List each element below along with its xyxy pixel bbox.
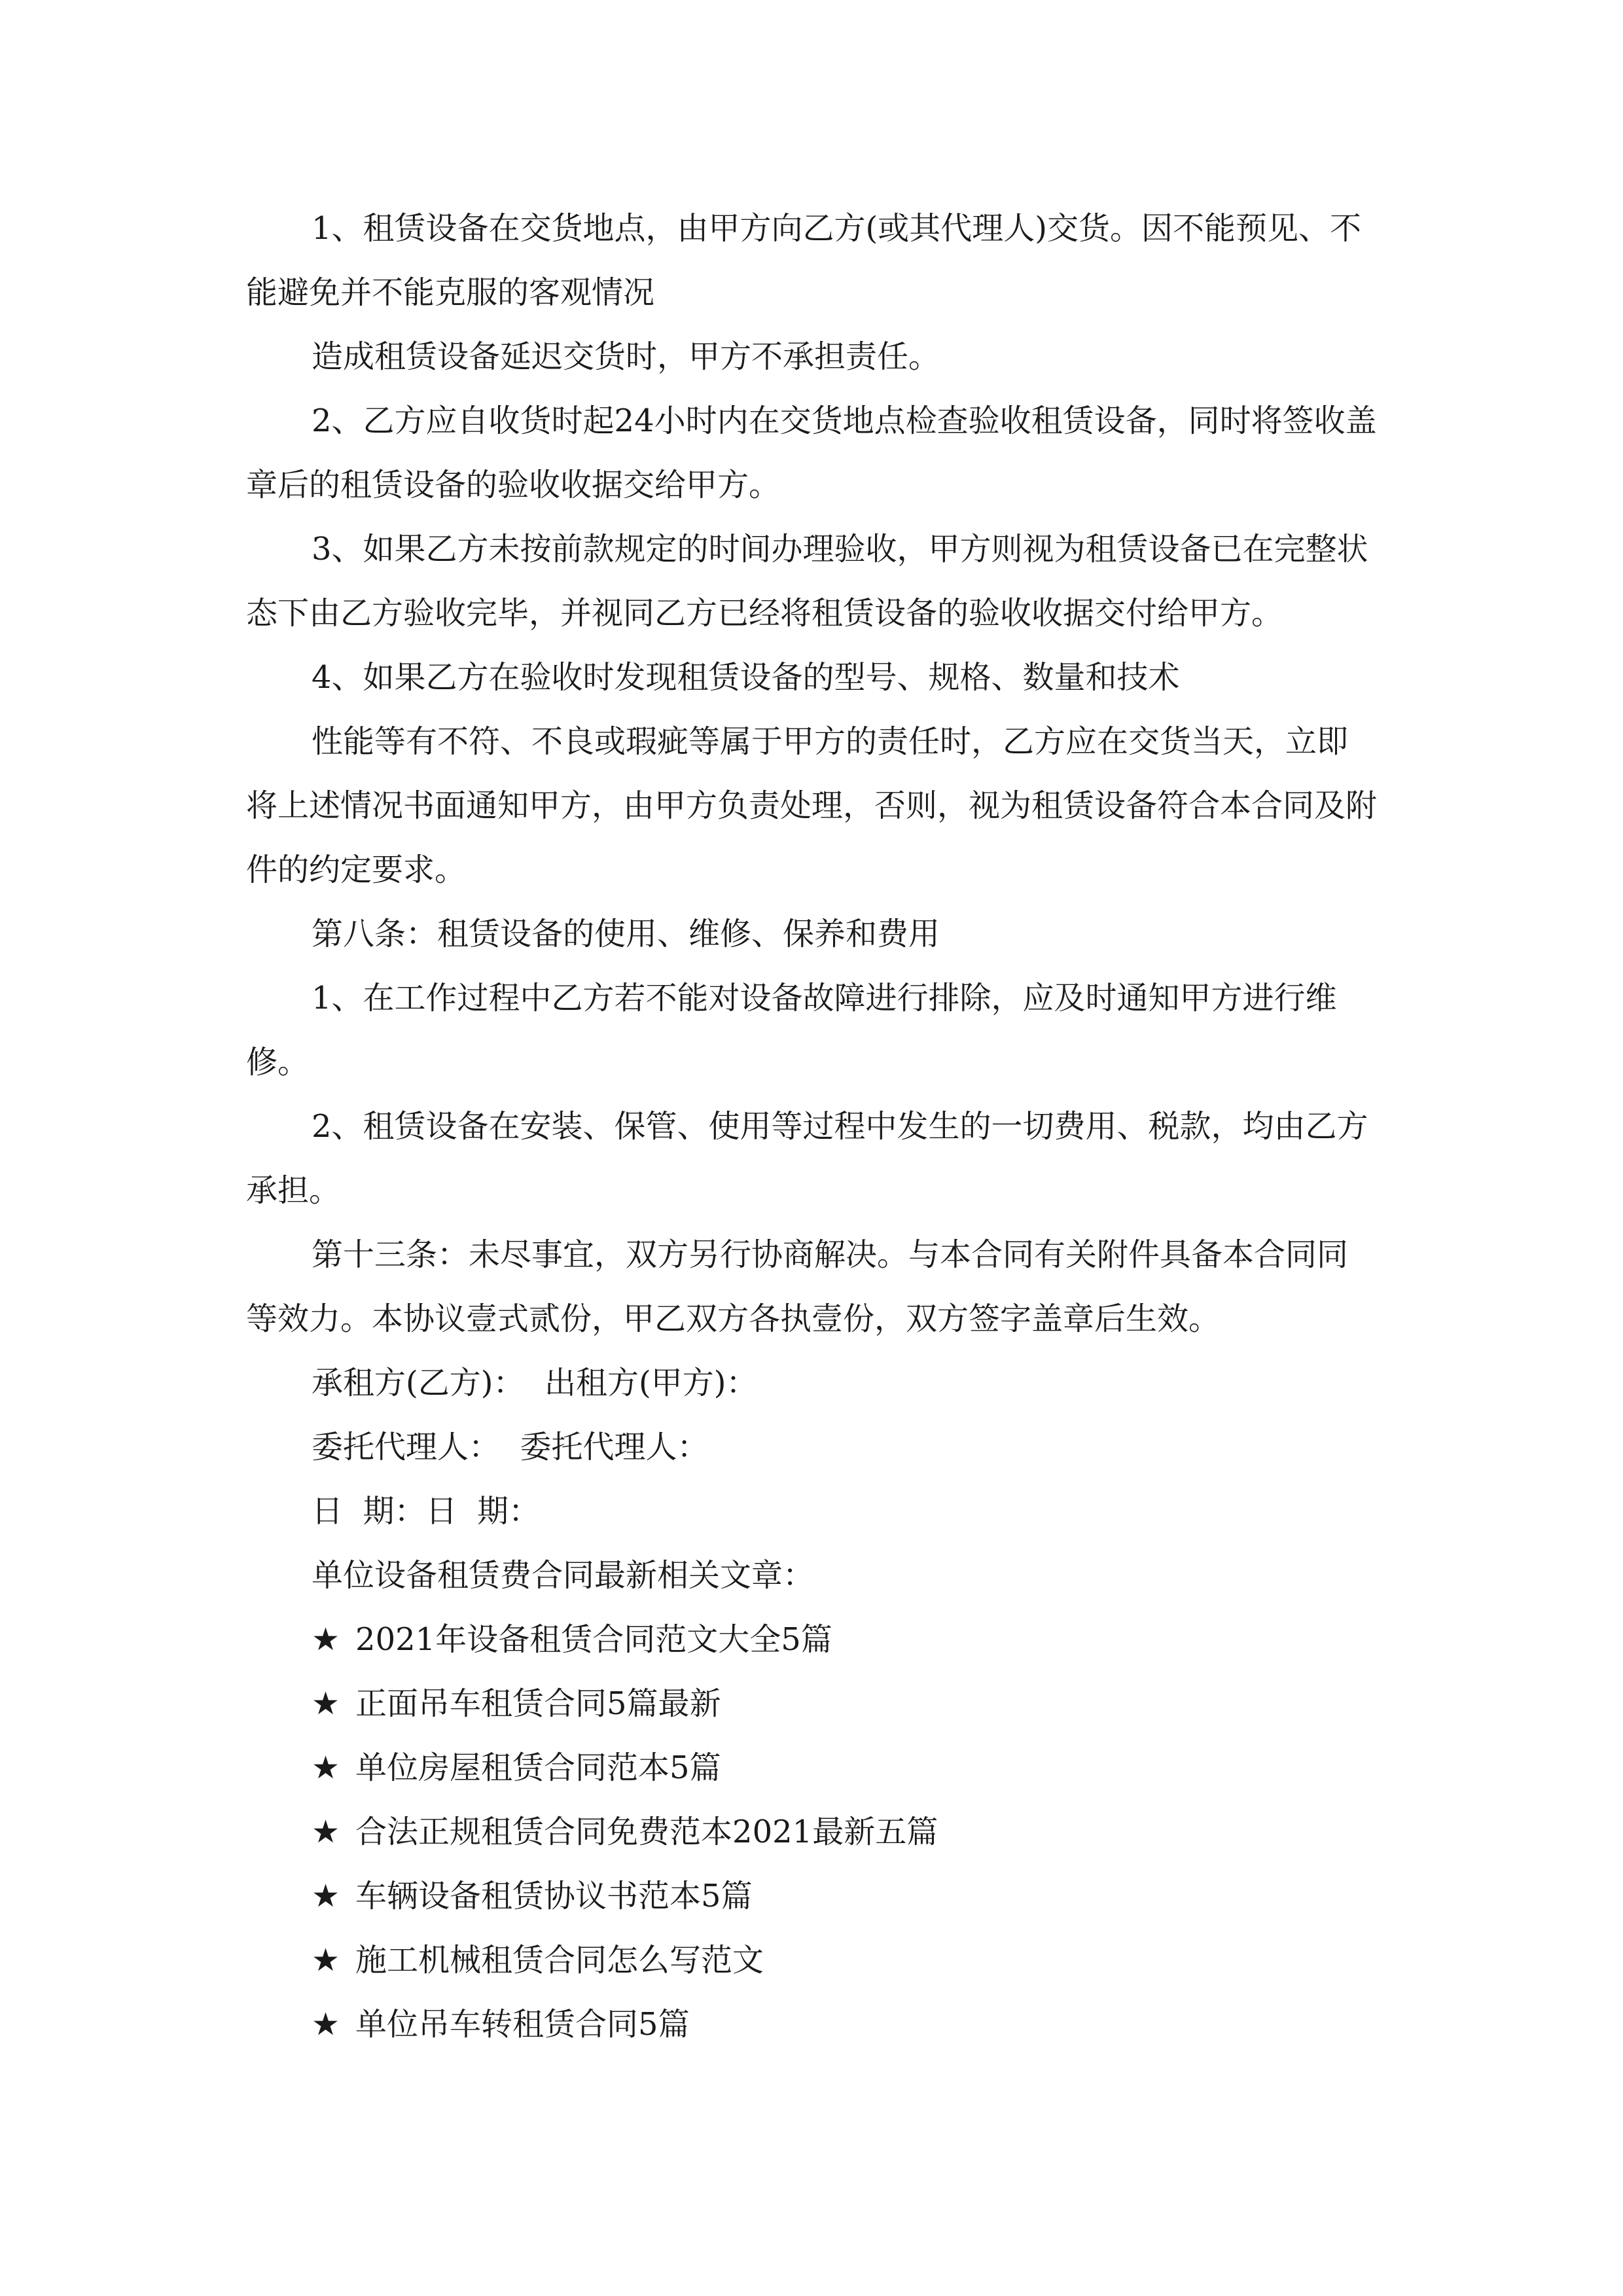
related-article-title: 正面吊车租赁合同5篇最新 [355,1685,721,1722]
clause-4-continuation: 性能等有不符、不良或瑕疵等属于甲方的责任时，乙方应在交货当天，立即将上述情况书面通知甲方，由甲方负责处理，否则，视为租赁设备符合本合同及附件的约定要求。 [246,723,1378,888]
signature-agents: 委托代理人： 委托代理人： [312,1429,709,1465]
related-article-link[interactable] [246,1800,1378,1864]
article-8-item-1: 1、在工作过程中乙方若不能对设备故障进行排除，应及时通知甲方进行维修。 [246,980,1337,1081]
star-icon: ★ [312,1749,340,1786]
related-article-title: 车辆设备租赁协议书范本5篇 [355,1878,753,1914]
related-article-link[interactable] [246,1864,1378,1928]
clause-4-paragraph: 4、如果乙方在验收时发现租赁设备的型号、规格、数量和技术 [312,659,1180,696]
related-article-title: 2021年设备租赁合同范文大全5篇 [355,1621,832,1658]
related-article-link[interactable] [246,1672,1378,1736]
signature-parties: 承租方(乙方)： 出租方(甲方)： [312,1365,758,1401]
related-article-title: 单位吊车转租赁合同5篇 [355,2006,690,2043]
article-8-heading: 第八条：租赁设备的使用、维修、保养和费用 [312,916,940,952]
article-13-paragraph: 第十三条：未尽事宜，双方另行协商解决。与本合同有关附件具备本合同同等效力。本协议壹式贰份，甲乙双方各执壹份，双方签字盖章后生效。 [246,1236,1349,1337]
star-icon: ★ [312,1621,340,1658]
star-icon: ★ [312,1878,340,1914]
related-article-link[interactable] [246,1992,1378,2056]
star-icon: ★ [312,1685,340,1722]
related-article-link[interactable] [246,1736,1378,1800]
related-article-link[interactable] [246,1607,1378,1672]
signature-dates: 日 期：日 期： [312,1493,541,1530]
related-article-title: 合法正规租赁合同免费范本2021最新五篇 [355,1814,938,1850]
related-articles-heading: 单位设备租赁费合同最新相关文章： [312,1557,815,1594]
star-icon: ★ [312,2006,340,2043]
star-icon: ★ [312,1814,340,1850]
related-article-title: 施工机械租赁合同怎么写范文 [355,1942,764,1979]
star-icon: ★ [312,1942,340,1979]
document-page [246,196,1378,2056]
related-article-link[interactable] [246,1928,1378,1992]
clause-1-paragraph: 1、租赁设备在交货地点，由甲方向乙方(或其代理人)交货。因不能预见、不能避免并不能克服的客观情况 [246,210,1361,311]
clause-3-paragraph: 3、如果乙方未按前款规定的时间办理验收，甲方则视为租赁设备已在完整状态下由乙方验收完毕，并视同乙方已经将租赁设备的验收收据交付给甲方。 [246,531,1368,632]
clause-2-paragraph: 2、乙方应自收货时起24小时内在交货地点检查验收租赁设备，同时将签收盖章后的租赁设备的验收收据交给甲方。 [246,403,1377,503]
related-article-title: 单位房屋租赁合同范本5篇 [355,1749,721,1786]
related-articles-list [246,1607,1378,2056]
clause-1-continuation: 造成租赁设备延迟交货时，甲方不承担责任。 [312,338,940,375]
article-8-item-2: 2、租赁设备在安装、保管、使用等过程中发生的一切费用、税款，均由乙方承担。 [246,1108,1368,1209]
